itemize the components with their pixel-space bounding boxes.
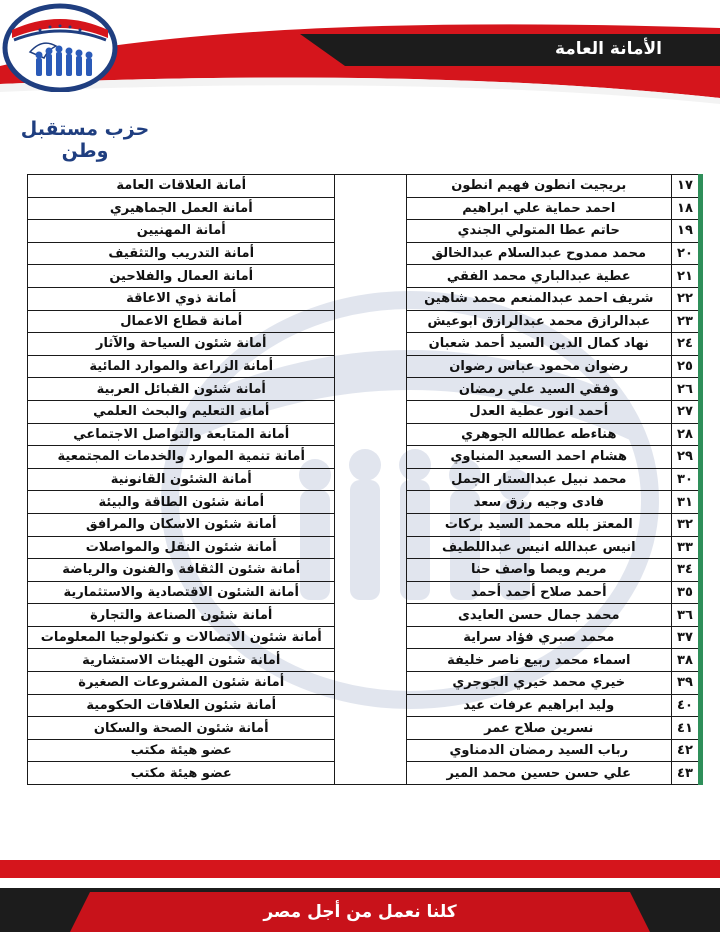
row-number: ٢٨ bbox=[671, 423, 700, 446]
row-spacer bbox=[335, 694, 406, 717]
member-role: أمانة التعليم والبحث العلمي bbox=[28, 400, 335, 423]
member-name: محمد ممدوح عبدالسلام عبدالخالق bbox=[406, 242, 671, 265]
member-name: وفقي السيد علي رمضان bbox=[406, 378, 671, 401]
member-role: أمانة شئون الصحة والسكان bbox=[28, 717, 335, 740]
member-role: أمانة ذوي الاعاقة bbox=[28, 287, 335, 310]
member-name: عطية عبدالباري محمد الفقي bbox=[406, 265, 671, 288]
table-row bbox=[28, 468, 701, 491]
row-spacer bbox=[335, 491, 406, 514]
member-name: رباب السيد رمضان الدمناوي bbox=[406, 739, 671, 762]
table-row bbox=[28, 242, 701, 265]
row-spacer bbox=[335, 242, 406, 265]
member-role: أمانة تنمية الموارد والخدمات المجتمعية bbox=[28, 446, 335, 469]
row-spacer bbox=[335, 197, 406, 220]
table-row bbox=[28, 762, 701, 785]
member-role: أمانة العلاقات العامة bbox=[28, 175, 335, 198]
table-row bbox=[28, 220, 701, 243]
member-name: رضوان محمود عباس رضوان bbox=[406, 355, 671, 378]
row-number: ١٩ bbox=[671, 220, 700, 243]
table-row bbox=[28, 536, 701, 559]
member-name: هناءطه عطالله الجوهري bbox=[406, 423, 671, 446]
row-number: ٣٤ bbox=[671, 559, 700, 582]
member-role: أمانة شئون الهيئات الاستشارية bbox=[28, 649, 335, 672]
member-name: محمد جمال حسن العايدى bbox=[406, 604, 671, 627]
row-spacer bbox=[335, 604, 406, 627]
table-row bbox=[28, 581, 701, 604]
table-row bbox=[28, 717, 701, 740]
member-name: انيس عبدالله انيس عبداللطيف bbox=[406, 536, 671, 559]
table-row bbox=[28, 265, 701, 288]
row-number: ٤١ bbox=[671, 717, 700, 740]
member-name: هشام احمد السعيد المنياوي bbox=[406, 446, 671, 469]
member-name: مريم ويصا واصف حنا bbox=[406, 559, 671, 582]
table-row bbox=[28, 649, 701, 672]
row-spacer bbox=[335, 446, 406, 469]
member-name: علي حسن حسين محمد المير bbox=[406, 762, 671, 785]
row-number: ٢١ bbox=[671, 265, 700, 288]
member-role: أمانة التدريب والتثقيف bbox=[28, 242, 335, 265]
row-spacer bbox=[335, 378, 406, 401]
row-number: ٢٠ bbox=[671, 242, 700, 265]
table-row bbox=[28, 672, 701, 695]
row-spacer bbox=[335, 513, 406, 536]
table-row bbox=[28, 310, 701, 333]
table-row bbox=[28, 423, 701, 446]
row-spacer bbox=[335, 672, 406, 695]
row-number: ٣٣ bbox=[671, 536, 700, 559]
row-number: ٤٠ bbox=[671, 694, 700, 717]
row-number: ٢٣ bbox=[671, 310, 700, 333]
member-role: أمانة شئون المشروعات الصغيرة bbox=[28, 672, 335, 695]
table-row bbox=[28, 400, 701, 423]
table-row bbox=[28, 287, 701, 310]
row-spacer bbox=[335, 400, 406, 423]
row-number: ٢٢ bbox=[671, 287, 700, 310]
member-name: اسماء محمد ربيع ناصر خليفة bbox=[406, 649, 671, 672]
row-number: ٣٦ bbox=[671, 604, 700, 627]
member-role: أمانة المتابعة والتواصل الاجتماعي bbox=[28, 423, 335, 446]
row-number: ٢٤ bbox=[671, 333, 700, 356]
row-number: ١٧ bbox=[671, 175, 700, 198]
table-row bbox=[28, 604, 701, 627]
member-role: عضو هيئة مكتب bbox=[28, 762, 335, 785]
row-spacer bbox=[335, 468, 406, 491]
table-row bbox=[28, 626, 701, 649]
member-name: عبدالرازق محمد عبدالرازق ابوعيش bbox=[406, 310, 671, 333]
member-name: حاتم عطا المتولي الجندي bbox=[406, 220, 671, 243]
row-number: ٤٢ bbox=[671, 739, 700, 762]
row-spacer bbox=[335, 265, 406, 288]
table-row bbox=[28, 513, 701, 536]
member-name: احمد حماية علي ابراهيم bbox=[406, 197, 671, 220]
row-spacer bbox=[335, 581, 406, 604]
member-name: نهاد كمال الدين السيد أحمد شعبان bbox=[406, 333, 671, 356]
member-role: أمانة شئون الطاقة والبيئة bbox=[28, 491, 335, 514]
table-row bbox=[28, 355, 701, 378]
row-spacer bbox=[335, 649, 406, 672]
member-role: عضو هيئة مكتب bbox=[28, 739, 335, 762]
member-role: أمانة شئون الاسكان والمرافق bbox=[28, 513, 335, 536]
member-role: أمانة قطاع الاعمال bbox=[28, 310, 335, 333]
member-role: أمانة شئون العلاقات الحكومية bbox=[28, 694, 335, 717]
footer-slogan: كلنا نعمل من أجل مصر bbox=[263, 902, 457, 922]
member-role: أمانة العمال والفلاحين bbox=[28, 265, 335, 288]
member-name: نسرين صلاح عمر bbox=[406, 717, 671, 740]
member-role: أمانة شئون النقل والمواصلات bbox=[28, 536, 335, 559]
row-spacer bbox=[335, 626, 406, 649]
member-role: أمانة الشئون الاقتصادية والاستثمارية bbox=[28, 581, 335, 604]
row-spacer bbox=[335, 333, 406, 356]
row-spacer bbox=[335, 717, 406, 740]
table-row bbox=[28, 694, 701, 717]
table-row bbox=[28, 333, 701, 356]
member-name: شريف احمد عبدالمنعم محمد شاهين bbox=[406, 287, 671, 310]
row-spacer bbox=[335, 423, 406, 446]
member-name: محمد صبري فؤاد سراية bbox=[406, 626, 671, 649]
member-role: أمانة المهنيين bbox=[28, 220, 335, 243]
row-number: ٣٨ bbox=[671, 649, 700, 672]
member-name: خيري محمد خيري الجوجري bbox=[406, 672, 671, 695]
member-role: أمانة شئون الصناعة والتجارة bbox=[28, 604, 335, 627]
row-number: ٣٩ bbox=[671, 672, 700, 695]
table-row bbox=[28, 175, 701, 198]
member-name: وليد ابراهيم عرفات عيد bbox=[406, 694, 671, 717]
member-role: أمانة الشئون القانونية bbox=[28, 468, 335, 491]
member-name: أحمد صلاح أحمد أحمد bbox=[406, 581, 671, 604]
member-role: أمانة شئون الثقافة والفنون والرياضة bbox=[28, 559, 335, 582]
row-number: ٣٧ bbox=[671, 626, 700, 649]
member-role: أمانة شئون الاتصالات و تكنولوجيا المعلومات bbox=[28, 626, 335, 649]
row-number: ٤٣ bbox=[671, 762, 700, 785]
member-name: أحمد انور عطية العدل bbox=[406, 400, 671, 423]
member-role: أمانة الزراعة والموارد المائية bbox=[28, 355, 335, 378]
member-role: أمانة شئون القبائل العربية bbox=[28, 378, 335, 401]
row-number: ٣٠ bbox=[671, 468, 700, 491]
table-row bbox=[28, 378, 701, 401]
party-logo-icon bbox=[0, 0, 120, 92]
row-number: ٢٦ bbox=[671, 378, 700, 401]
table-row bbox=[28, 559, 701, 582]
header-band bbox=[0, 0, 720, 162]
row-spacer bbox=[335, 220, 406, 243]
row-number: ٢٩ bbox=[671, 446, 700, 469]
row-spacer bbox=[335, 175, 406, 198]
table-row bbox=[28, 446, 701, 469]
row-number: ١٨ bbox=[671, 197, 700, 220]
row-spacer bbox=[335, 739, 406, 762]
row-spacer bbox=[335, 559, 406, 582]
member-role: أمانة العمل الجماهيري bbox=[28, 197, 335, 220]
table-row bbox=[28, 491, 701, 514]
member-name: بريجيت انطون فهيم انطون bbox=[406, 175, 671, 198]
section-title: الأمانة العامة bbox=[554, 39, 662, 59]
table-row bbox=[28, 739, 701, 762]
row-number: ٢٧ bbox=[671, 400, 700, 423]
row-spacer bbox=[335, 310, 406, 333]
row-spacer bbox=[335, 762, 406, 785]
row-spacer bbox=[335, 287, 406, 310]
member-name: المعتز بلله محمد السيد بركات bbox=[406, 513, 671, 536]
member-name: محمد نبيل عبدالستار الجمل bbox=[406, 468, 671, 491]
row-number: ٣٢ bbox=[671, 513, 700, 536]
party-name: حزب مستقبل وطن bbox=[20, 118, 150, 162]
row-number: ٢٥ bbox=[671, 355, 700, 378]
row-number: ٣٥ bbox=[671, 581, 700, 604]
members-table bbox=[27, 174, 703, 785]
row-spacer bbox=[335, 355, 406, 378]
member-role: أمانة شئون السياحة والآثار bbox=[28, 333, 335, 356]
table-row bbox=[28, 197, 701, 220]
row-number: ٣١ bbox=[671, 491, 700, 514]
member-name: فادى وجيه رزق سعد bbox=[406, 491, 671, 514]
row-spacer bbox=[335, 536, 406, 559]
